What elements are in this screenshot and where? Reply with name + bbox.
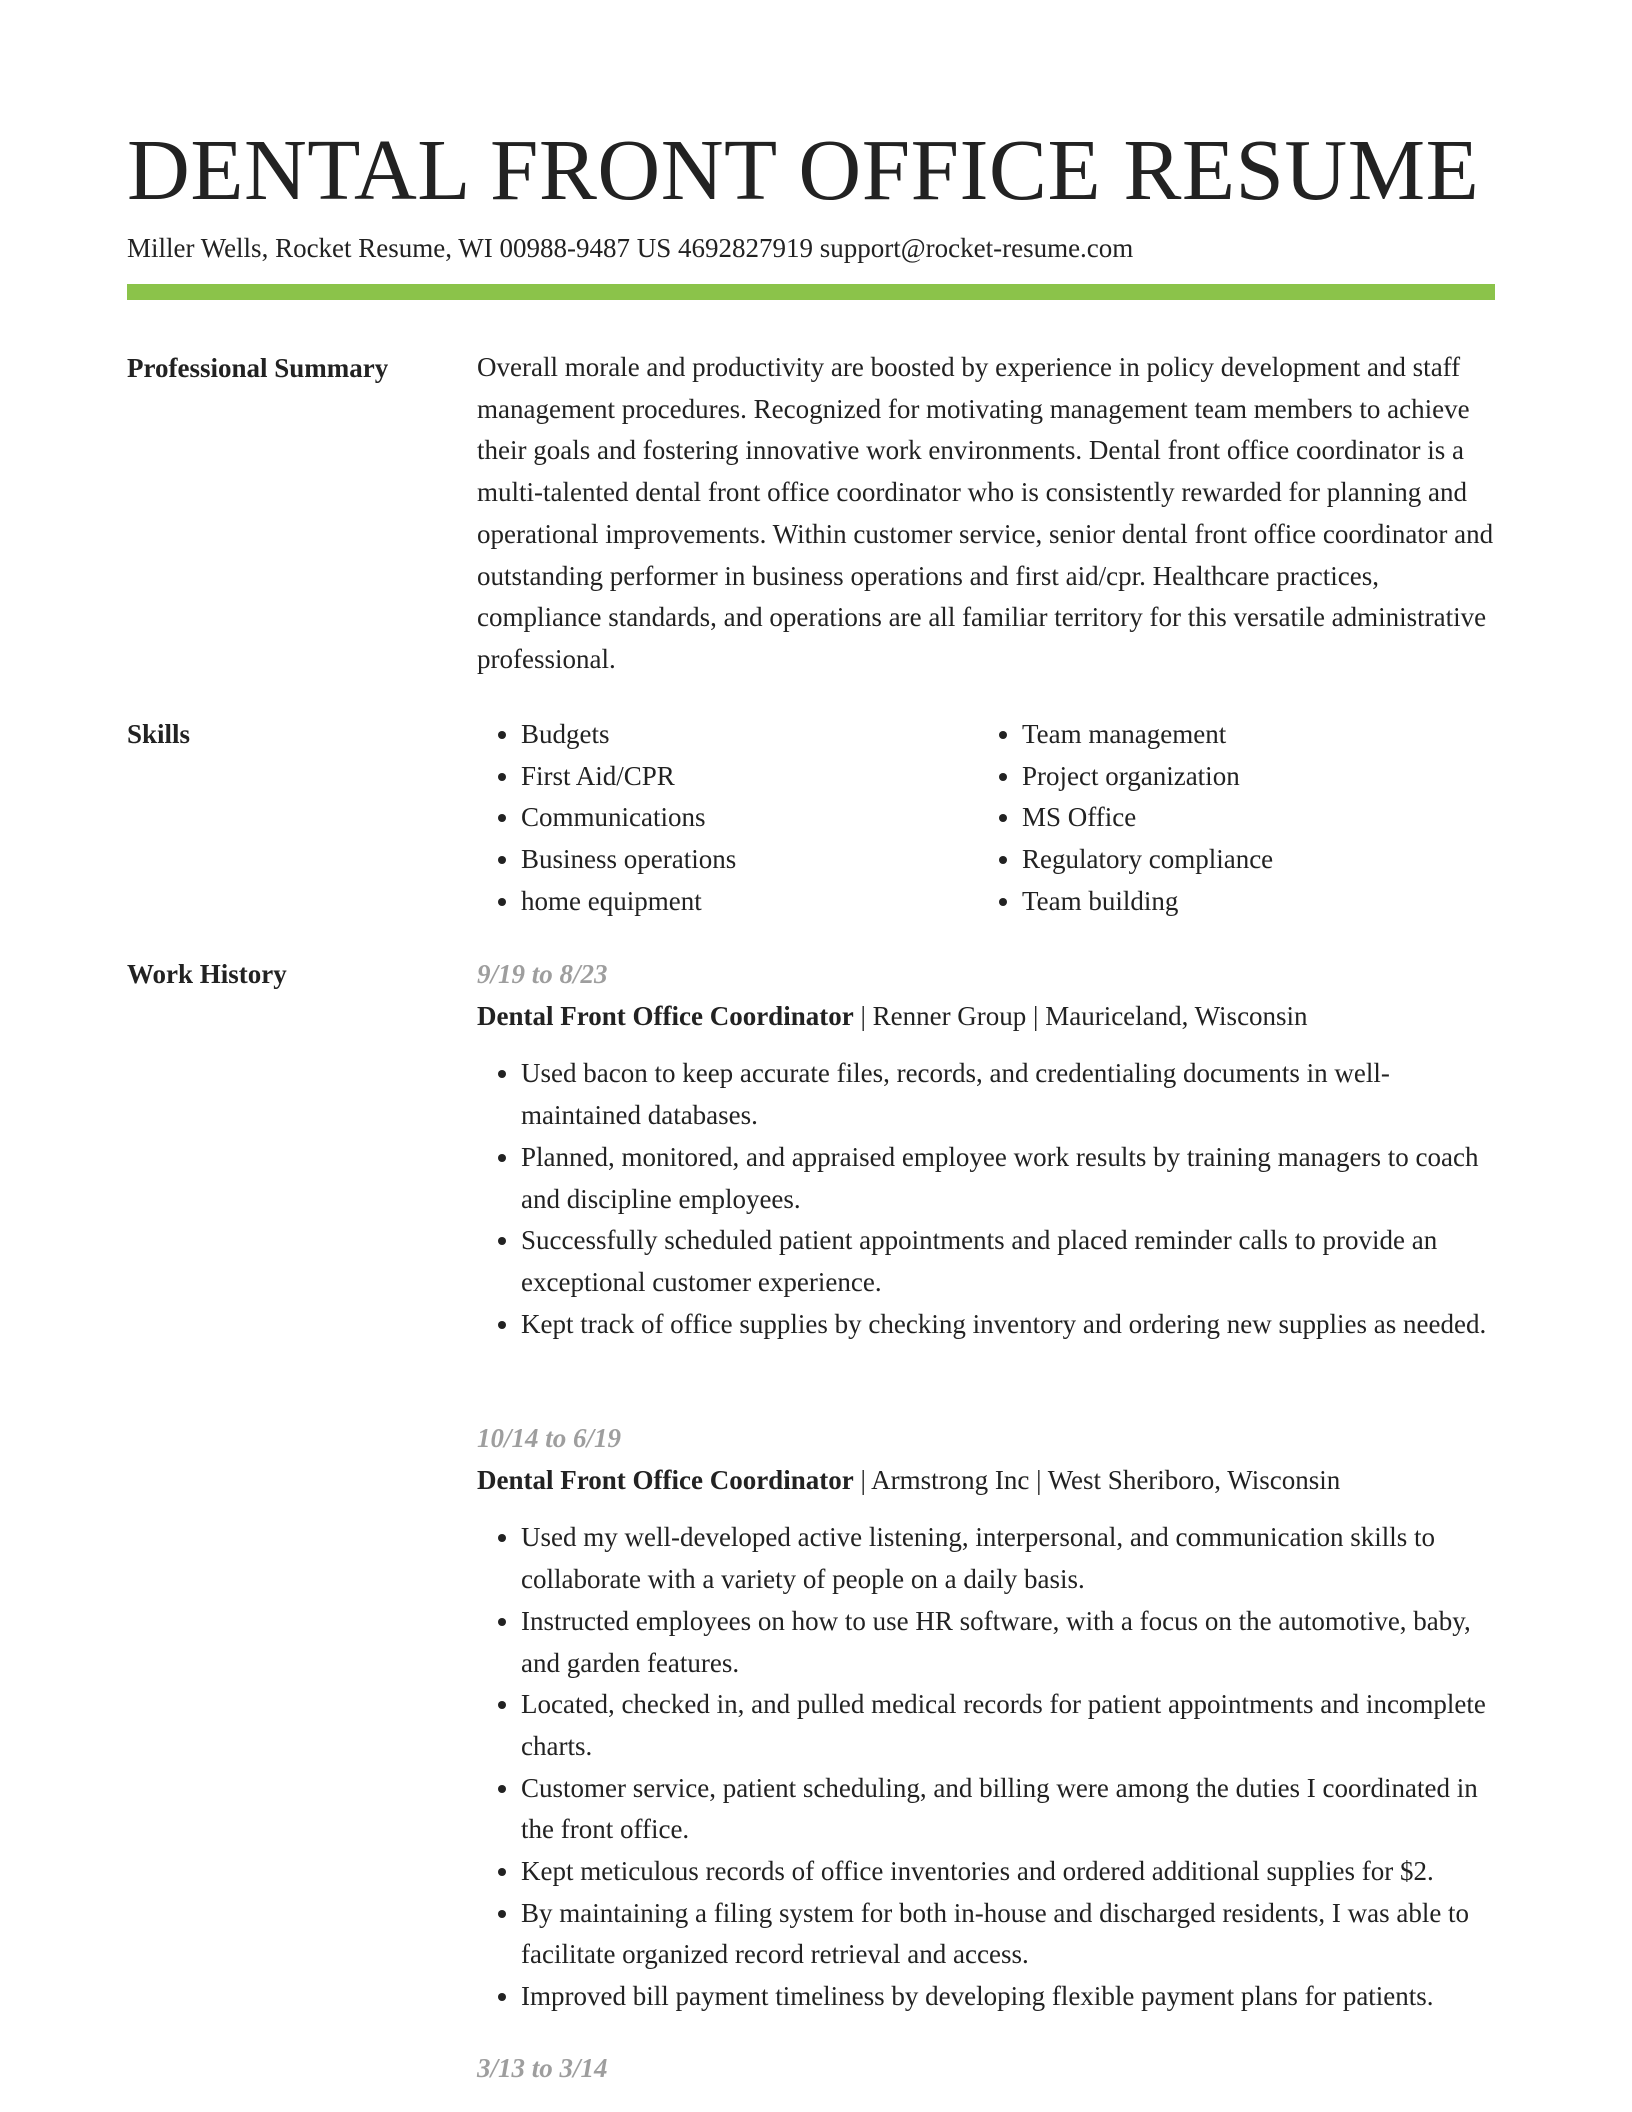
job-title: Dental Front Office Coordinator: [477, 1464, 854, 1495]
accent-divider: [127, 284, 1495, 300]
section-label-summary: Professional Summary: [127, 353, 389, 383]
job-bullet: • Instructed employees on how to use HR software, with a focus on the automotive, baby, and garden features.: [521, 1601, 1497, 1684]
section-label-work-history: Work History: [127, 959, 287, 989]
skill-item: • Business operations: [521, 839, 971, 881]
section-label-skills: Skills: [127, 719, 191, 749]
skill-item: • Regulatory compliance: [1022, 839, 1522, 881]
job-dates: 3/13 to 3/14: [477, 2053, 608, 2083]
job-bullet: • Improved bill payment timeliness by developing flexible payment plans for patients.: [521, 1976, 1497, 2018]
skill-item: • Project organization: [1022, 756, 1522, 798]
contact-info: Miller Wells, Rocket Resume, WI 00988-9487 US 4692827919 support@rocket-resume.com: [127, 233, 1134, 263]
skill-item: • Team management: [1022, 714, 1522, 756]
job-bullet: • Kept meticulous records of office inventories and ordered additional supplies for $2.: [521, 1851, 1497, 1893]
job-title: Dental Front Office Coordinator: [477, 1000, 854, 1031]
job-bullets: [477, 1053, 1497, 1345]
skills-list-left: [477, 714, 971, 923]
skill-item: • home equipment: [521, 881, 971, 923]
summary-section: [477, 347, 1497, 681]
job-header: [477, 996, 1497, 1038]
job-dates: 10/14 to 6/19: [477, 1423, 622, 1453]
job-bullet: • Located, checked in, and pulled medical records for patient appointments and incomplete charts.: [521, 1684, 1497, 1767]
job-bullet: • Customer service, patient scheduling, and billing were among the duties I coordinated in the front office.: [521, 1768, 1497, 1851]
job-header: [477, 1460, 1497, 1502]
job-entry: [477, 954, 1497, 1345]
job-bullet: • Used my well-developed active listening, interpersonal, and communication skills to collaborate with a variety of people on a daily basis.: [521, 1517, 1497, 1600]
resume-title: DENTAL FRONT OFFICE RESUME: [127, 121, 1480, 218]
job-entry: [477, 2048, 1497, 2090]
job-dates: 9/19 to 8/23: [477, 959, 608, 989]
job-bullet: • Kept track of office supplies by checking inventory and ordering new supplies as needed.: [521, 1304, 1497, 1346]
job-bullet: • Successfully scheduled patient appointments and placed reminder calls to provide an exceptional customer experience.: [521, 1220, 1497, 1303]
job-bullet: • Planned, monitored, and appraised employee work results by training managers to coach and discipline employees.: [521, 1137, 1497, 1220]
job-bullet: • Used bacon to keep accurate files, records, and credentialing documents in well-maintained databases.: [521, 1053, 1497, 1136]
skill-item: • Budgets: [521, 714, 971, 756]
skill-item: • Team building: [1022, 881, 1522, 923]
job-details: | Renner Group | Mauriceland, Wisconsin: [853, 1000, 1308, 1031]
skill-item: • First Aid/CPR: [521, 756, 971, 798]
skill-item: • MS Office: [1022, 797, 1522, 839]
job-details: | Armstrong Inc | West Sheriboro, Wisconsin: [853, 1464, 1341, 1495]
job-entry: [477, 1418, 1497, 2018]
job-bullets: [477, 1517, 1497, 2017]
skills-list-right: [978, 714, 1522, 923]
summary-text: Overall morale and productivity are boosted by experience in policy development and staff management procedures. Recognized for motivating management team members to achieve their goals and fostering innovative work environments. Dental front office coordinator is a multi-talented dental front office coordinator who is consistently rewarded for planning and operational improvements. Within customer service, senior dental front office coordinator and outstanding performer in business operations and first aid/cpr. Healthcare practices, compliance standards, and operations are all familiar territory for this versatile administrative professional.: [477, 352, 1494, 674]
job-bullet: • By maintaining a filing system for both in-house and discharged residents, I was able to facilitate organized record retrieval and access.: [521, 1893, 1497, 1976]
skill-item: • Communications: [521, 797, 971, 839]
